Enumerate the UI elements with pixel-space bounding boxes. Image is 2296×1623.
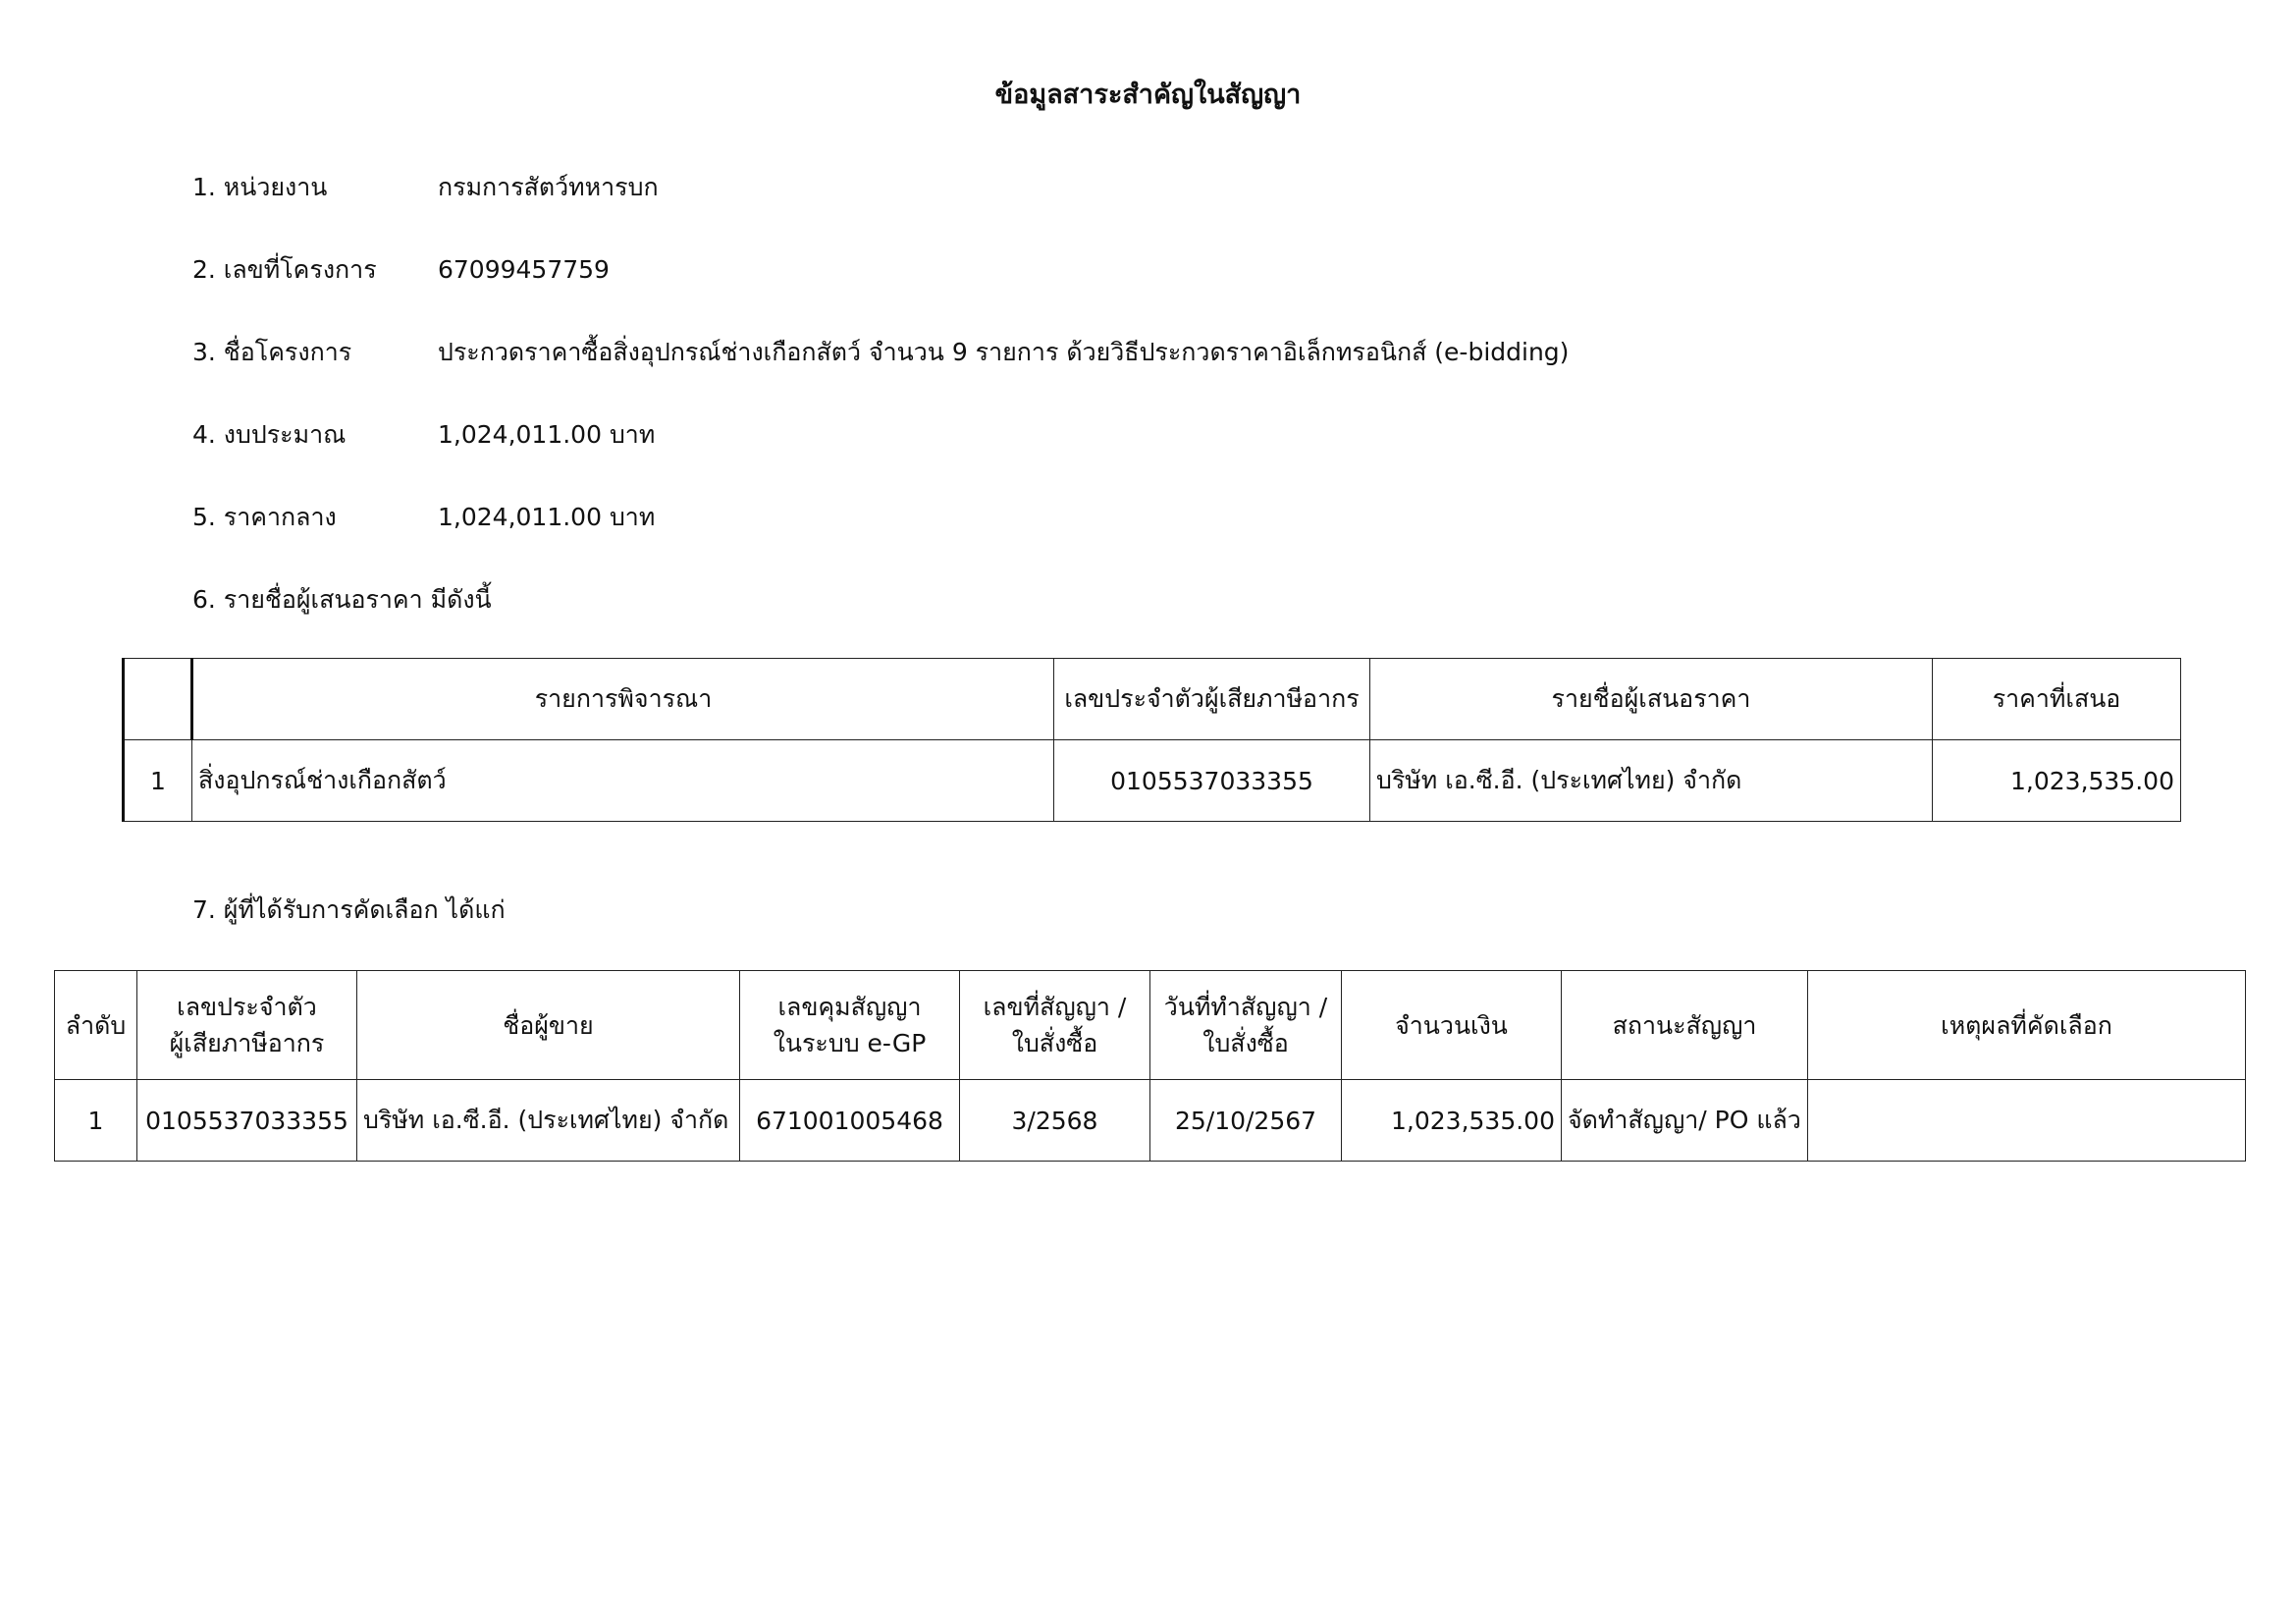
winner-header-tax-id-line1: เลขประจำตัว [177,993,317,1021]
winner-cell-tax-id: 0105537033355 [137,1080,357,1162]
info-project-number-label: 2. เลขที่โครงการ [192,255,377,284]
winner-header-control-no-line1: เลขคุมสัญญา [777,993,922,1021]
winner-cell-seller: บริษัท เอ.ซี.อี. (ประเทศไทย) จำกัด [357,1080,740,1162]
winner-header-status: สถานะสัญญา [1562,971,1808,1080]
bidders-heading: 6. รายชื่อผู้เสนอราคา มีดังนี้ [192,585,492,614]
winner-cell-reason [1808,1080,2246,1162]
bidders-table-header [124,659,2181,740]
info-project-name [192,336,1569,369]
info-project-number [192,253,610,287]
table-row [124,740,2181,822]
winner-header-contract-date [1150,971,1342,1080]
winner-cell-contract-no: 3/2568 [960,1080,1150,1162]
bidders-cell-price: 1,023,535.00 [1933,740,2181,822]
winner-header-control-no [740,971,960,1080]
bidders-cell-index: 1 [124,740,192,822]
bidders-header-item: รายการพิจารณา [192,659,1054,740]
info-median-price [192,501,655,534]
bidders-cell-item: สิ่งอุปกรณ์ช่างเกือกสัตว์ [192,740,1054,822]
winner-cell-contract-date: 25/10/2567 [1150,1080,1342,1162]
winner-header-contract-date-line1: วันที่ทำสัญญา / [1163,993,1328,1021]
bidders-header-tax-id: เลขประจำตัวผู้เสียภาษีอากร [1054,659,1370,740]
winner-header-tax-id-line2: ผู้เสียภาษีอากร [169,1029,325,1057]
winner-header-contract-no-line2: ใบสั่งซื้อ [1011,1029,1098,1057]
winner-cell-amount: 1,023,535.00 [1342,1080,1562,1162]
info-project-number-value: 67099457759 [438,255,610,284]
winner-header-tax-id [137,971,357,1080]
winner-header-seq: ลำดับ [55,971,137,1080]
table-row [55,1080,2246,1162]
winner-header-seller: ชื่อผู้ขาย [357,971,740,1080]
winner-cell-control-no: 671001005468 [740,1080,960,1162]
bidders-cell-tax-id: 0105537033355 [1054,740,1370,822]
winner-header-reason: เหตุผลที่คัดเลือก [1808,971,2246,1080]
winner-header-contract-no-line1: เลขที่สัญญา / [983,993,1127,1021]
winner-header-amount: จำนวนเงิน [1342,971,1562,1080]
winner-table-header [55,971,2246,1080]
info-budget-label: 4. งบประมาณ [192,420,347,449]
document-title: ข้อมูลสาระสำคัญในสัญญา [994,80,1302,110]
info-budget-value: 1,024,011.00 บาท [438,420,656,449]
winner-table [54,970,2246,1162]
bidders-header-bidder: รายชื่อผู้เสนอราคา [1370,659,1933,740]
winner-header-contract-no [960,971,1150,1080]
info-agency-value: กรมการสัตว์ทหารบก [438,173,659,201]
winner-header-control-no-line2: ในระบบ e-GP [773,1029,927,1057]
info-project-name-value: ประกวดราคาซื้อสิ่งอุปกรณ์ช่างเกือกสัตว์ จำนวน 9 รายการ ด้วยวิธีประกวดราคาอิเล็กทรอนิกส์ (e-bidding) [438,338,1570,366]
info-median-price-value: 1,024,011.00 บาท [438,503,656,531]
bidders-header-price: ราคาที่เสนอ [1933,659,2181,740]
winner-cell-seq: 1 [55,1080,137,1162]
bidders-header-index [124,659,192,740]
info-project-name-label: 3. ชื่อโครงการ [192,338,352,366]
bidders-table [122,658,2181,822]
info-agency [192,171,659,204]
info-budget [192,418,655,452]
bidders-cell-bidder: บริษัท เอ.ซี.อี. (ประเทศไทย) จำกัด [1370,740,1933,822]
info-agency-label: 1. หน่วยงาน [192,173,328,201]
winner-heading: 7. ผู้ที่ได้รับการคัดเลือก ได้แก่ [192,895,506,924]
winner-header-contract-date-line2: ใบสั่งซื้อ [1202,1029,1289,1057]
winner-cell-status: จัดทำสัญญา/ PO แล้ว [1562,1080,1808,1162]
info-median-price-label: 5. ราคากลาง [192,503,337,531]
